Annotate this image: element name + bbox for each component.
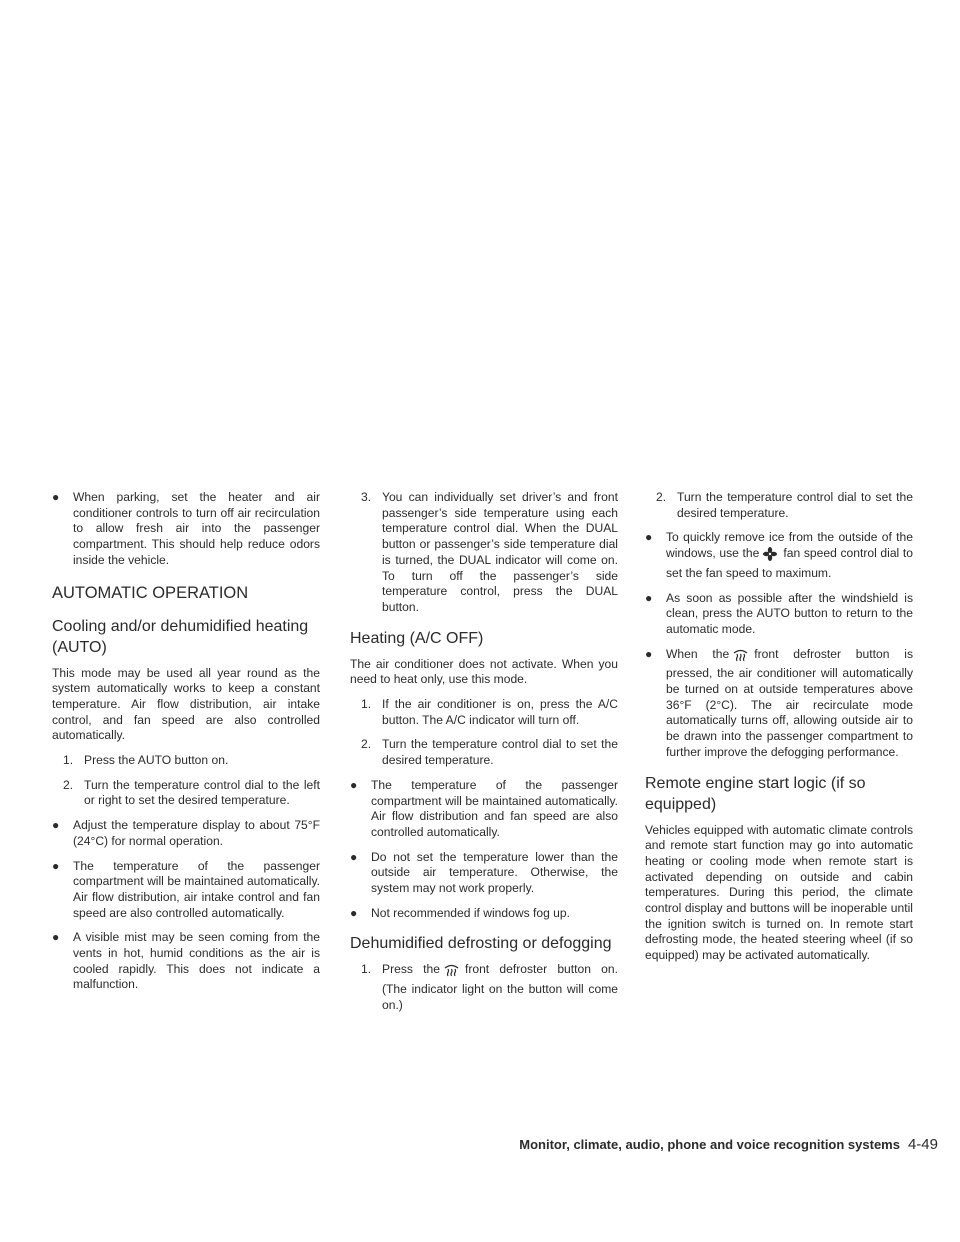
step-2 — [52, 778, 320, 809]
bullet-maintained — [52, 859, 320, 922]
paragraph-remote-start: Vehicles equipped with automatic climate controls and remote start function may go into automatic heating or cooling mode when remote start is activated depending on outside and cabin temperatures. During this period, the climate control display and buttons will be inoperable until the ignition switch is turned on. In remote start defrosting mode, the heated steering wheel (if so equipped) may be activated automatically. — [645, 822, 913, 963]
bullet-text-post: front defroster button is pressed, the air conditioner will automatically be turned on at outside temperatures above 36°F (2°C). The air recirculate mode automatically turns off, allowing outside air to be drawn into the passenger compartment to further improve the defogging performance. — [666, 646, 913, 759]
bullet-text: Not recommended if windows fog up. — [371, 905, 570, 920]
page-footer — [452, 1136, 938, 1154]
step-text: You can individually set driver’s and front passenger’s side temperature using each temperature control dial. When the DUAL button or passenger’s side temperature dial is turned, the DUAL indicator will come on. To turn off the passenger’s side temperature control, press the DUAL button. — [382, 490, 618, 614]
bullet-marker: ● — [645, 590, 653, 605]
heading-remote-start: Remote engine start logic (if so equipped) — [645, 774, 866, 813]
front-defroster-icon — [444, 963, 459, 982]
step-text: If the air conditioner is on, press the A/C button. The A/C indicator will turn off. — [382, 697, 618, 727]
bullet-text: When parking, set the heater and air conditioner controls to turn off air recirculation to allow fresh air into the passenger compartment. This should help reduce odors inside the vehicle. — [73, 490, 320, 567]
step-number: 2. — [656, 490, 667, 504]
step-1-defrost — [350, 962, 618, 1013]
bullet-text-post: fan speed control dial to set the fan speed to maximum. — [666, 546, 913, 580]
bullet-text-pre: To quickly remove ice from the outside of the windows, use the — [666, 530, 913, 561]
step-1 — [52, 753, 320, 769]
step-1 — [350, 697, 618, 728]
bullet-lower-temp — [350, 850, 618, 897]
bullet-parking — [52, 490, 320, 569]
heading-defrost: Dehumidified defrosting or defogging — [350, 935, 612, 953]
heading-heating: Heating (A/C OFF) — [350, 629, 484, 647]
bullet-auto — [645, 591, 913, 638]
bullet-fog — [350, 906, 618, 922]
step-text: Turn the temperature control dial to the left or right to set the desired temperature. — [84, 777, 320, 808]
bullet-marker: ● — [52, 818, 60, 833]
paragraph-heating: The air conditioner does not activate. When you need to heat only, use this mode. — [350, 656, 618, 687]
bullet-marker: ● — [52, 490, 60, 504]
step-text: Turn the temperature control dial to set the desired temperature. — [677, 490, 913, 520]
bullet-ice — [645, 530, 913, 581]
step-number: 1. — [63, 753, 74, 768]
bullet-marker: ● — [52, 858, 60, 873]
page-number: 4-49 — [907, 1136, 938, 1153]
heading-cooling-auto: Cooling and/or dehumidified heating (AUTO) — [52, 617, 309, 656]
bullet-text: The temperature of the passenger compartment will be maintained automatically. Air flow distribution, air intake control and fan speed are also controlled automatically. — [73, 858, 320, 920]
step-number: 2. — [63, 777, 74, 792]
step-3 — [350, 490, 618, 616]
footer-section-title: Monitor, climate, audio, phone and voice recognition systems — [519, 1137, 900, 1152]
bullet-maintained — [350, 778, 618, 841]
bullet-text: A visible mist may be seen coming from the vents in hot, humid conditions as the air is cooled rapidly. This does not indicate a malfunction. — [73, 930, 320, 992]
front-defroster-icon — [733, 648, 748, 667]
step-number: 2. — [361, 737, 372, 752]
bullet-text-pre: When the — [666, 646, 730, 661]
heading-automatic-operation: AUTOMATIC OPERATION — [52, 583, 249, 602]
step-2 — [645, 490, 913, 521]
step-2 — [350, 737, 618, 768]
column-left — [52, 490, 320, 1002]
fan-icon — [763, 547, 777, 566]
bullet-marker: ● — [350, 905, 358, 920]
paragraph-mode: This mode may be used all year round as the system automatically works to keep a constant temperature. Air flow distribution, air intake control, and fan speed are also controlled automatically. — [52, 665, 320, 743]
bullet-marker: ● — [52, 930, 60, 945]
bullet-text: The temperature of the passenger compartment will be maintained automatically. Air flow distribution and fan speed are also controlled automatically. — [371, 777, 618, 839]
bullet-text: Do not set the temperature lower than the outside air temperature. Otherwise, the system may not work properly. — [371, 849, 618, 896]
step-text: Turn the temperature control dial to set the desired temperature. — [382, 737, 618, 768]
bullet-marker: ● — [645, 646, 653, 661]
step-number: 1. — [361, 697, 372, 712]
bullet-marker: ● — [350, 777, 358, 792]
bullet-mist — [52, 930, 320, 993]
bullet-when-defroster — [645, 647, 913, 761]
bullet-marker: ● — [645, 530, 653, 545]
step-text-pre: Press the — [382, 962, 440, 977]
bullet-marker: ● — [350, 849, 358, 864]
bullet-adjust — [52, 818, 320, 849]
step-text-post: front defroster button on. (The indicator light on the button will come on.) — [382, 962, 618, 1012]
step-number: 1. — [361, 962, 372, 977]
column-middle — [350, 490, 618, 1023]
bullet-text: As soon as possible after the windshield is clean, press the AUTO button to return to the automatic mode. — [666, 590, 913, 636]
bullet-text: Adjust the temperature display to about 75°F (24°C) for normal operation. — [73, 818, 320, 848]
step-text: Press the AUTO button on. — [84, 753, 229, 768]
step-number: 3. — [361, 490, 372, 504]
column-right — [645, 490, 913, 973]
